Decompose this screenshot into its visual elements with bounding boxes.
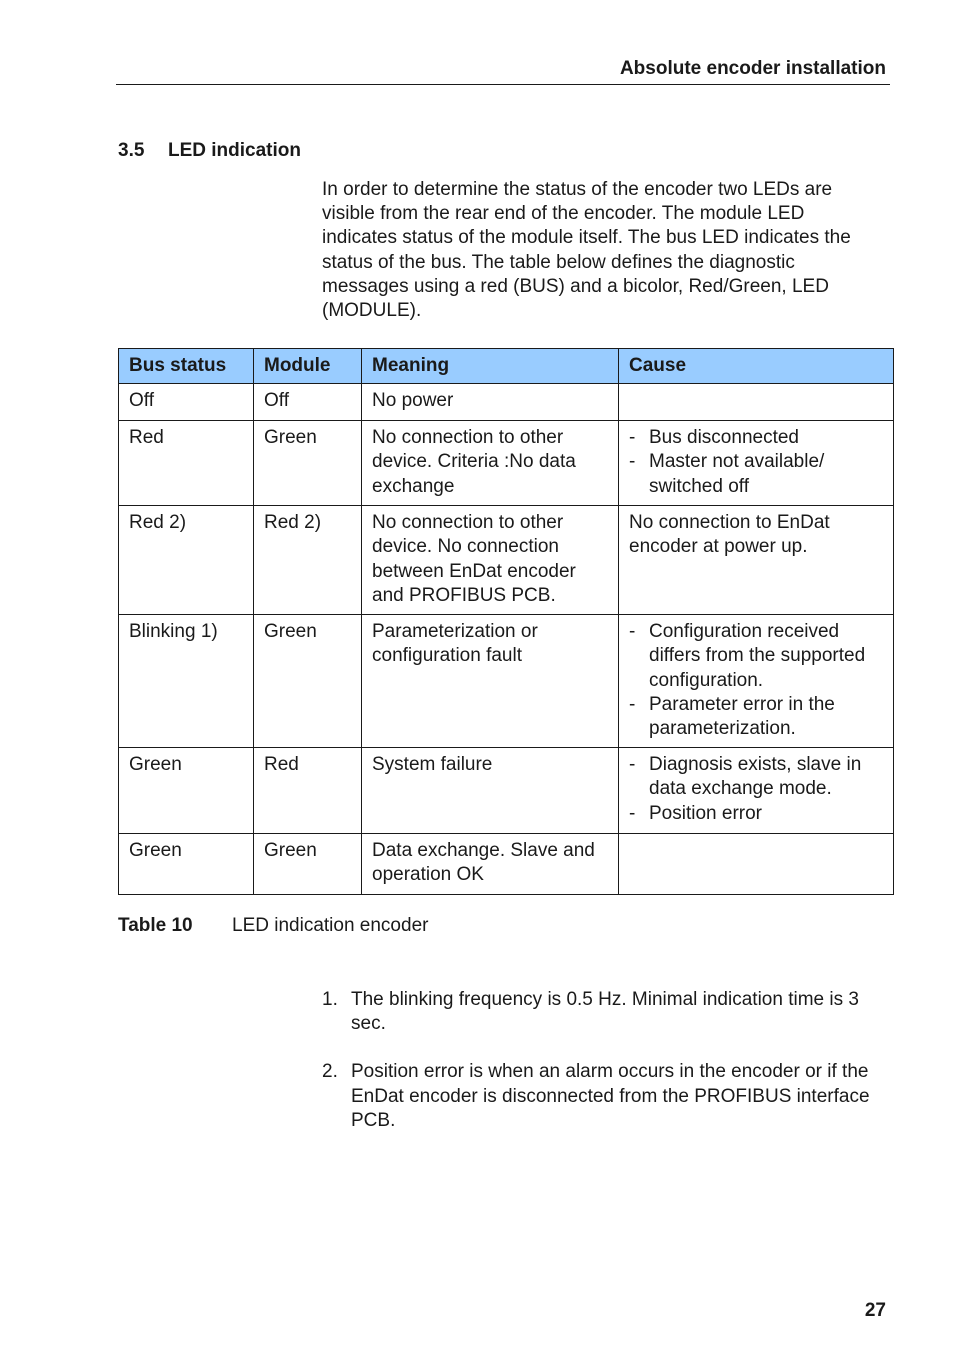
footnote-number: 1.	[322, 989, 338, 1010]
cause-item: - Parameter error in the parameterization.	[629, 693, 885, 741]
table-row	[119, 615, 894, 748]
table-row	[119, 506, 894, 615]
caption-text: LED indication encoder	[232, 915, 429, 936]
footnote-text: The blinking frequency is 0.5 Hz. Minimal indication time is 3 sec.	[351, 989, 859, 1035]
meaning-cell: No power	[362, 384, 619, 421]
module-cell: Green	[254, 615, 362, 748]
cause-cell	[619, 834, 894, 895]
page-number: 27	[864, 1300, 886, 1321]
cause-item: - Configuration received differs from the supported configuration.	[629, 620, 885, 693]
cause-cell	[619, 748, 894, 834]
caption-label: Table 10	[118, 915, 193, 936]
module-cell: Green	[254, 421, 362, 506]
footnote-item	[322, 1060, 882, 1133]
meaning-cell: No connection to other device. No connection between EnDat encoder and PROFIBUS PCB.	[362, 506, 619, 615]
section-number: 3.5	[118, 140, 145, 161]
cause-item: - Master not available/ switched off	[629, 450, 885, 498]
bus-status-cell: Green	[119, 748, 254, 834]
cause-cell	[619, 421, 894, 506]
meaning-cell: Data exchange. Slave and operation OK	[362, 834, 619, 895]
header-module: Module	[254, 349, 362, 384]
table-caption	[118, 915, 428, 937]
cause-item: - Diagnosis exists, slave in data exchange mode.	[629, 753, 885, 801]
bus-status-cell: Green	[119, 834, 254, 895]
bus-status-cell: Red	[119, 421, 254, 506]
table-row	[119, 384, 894, 421]
intro-paragraph: In order to determine the status of the encoder two LEDs are visible from the rear end of the encoder. The module LED indicates status of the module itself. The bus LED indicates the status of the bus. The table below defines the diagnostic messages using a red (BUS) and a bicolor, Red/Green, LED (MODULE).	[322, 179, 851, 322]
header-meaning: Meaning	[362, 349, 619, 384]
module-cell: Red	[254, 748, 362, 834]
header-divider	[116, 84, 890, 85]
cause-cell	[619, 615, 894, 748]
led-indication-table	[118, 348, 894, 895]
module-cell: Off	[254, 384, 362, 421]
table-row	[119, 834, 894, 895]
header-bus-status: Bus status	[119, 349, 254, 384]
bus-status-cell: Red 2)	[119, 506, 254, 615]
running-header-title: Absolute encoder installation	[619, 58, 886, 79]
table-row	[119, 748, 894, 834]
cause-list	[629, 620, 885, 741]
bus-status-cell: Off	[119, 384, 254, 421]
cause-item: - Bus disconnected	[629, 426, 885, 450]
cause-list	[629, 426, 885, 499]
section-heading	[118, 140, 301, 162]
module-cell: Green	[254, 834, 362, 895]
footnote-text: Position error is when an alarm occurs in the encoder or if the EnDat encoder is disconnected from the PROFIBUS interface PCB.	[351, 1061, 870, 1131]
meaning-cell: System failure	[362, 748, 619, 834]
footnotes-list	[322, 988, 882, 1157]
cause-item: - Position error	[629, 802, 885, 826]
footnote-item	[322, 988, 882, 1036]
header-cause: Cause	[619, 349, 894, 384]
table-row	[119, 421, 894, 506]
module-cell: Red 2)	[254, 506, 362, 615]
cause-cell: No connection to EnDat encoder at power up.	[619, 506, 894, 615]
bus-status-cell: Blinking 1)	[119, 615, 254, 748]
footnote-number: 2.	[322, 1061, 338, 1083]
meaning-cell: Parameterization or configuration fault	[362, 615, 619, 748]
table-header-row	[119, 349, 894, 384]
cause-list	[629, 753, 885, 826]
section-title: LED indication	[168, 140, 301, 161]
cause-cell	[619, 384, 894, 421]
meaning-cell: No connection to other device. Criteria :No data exchange	[362, 421, 619, 506]
